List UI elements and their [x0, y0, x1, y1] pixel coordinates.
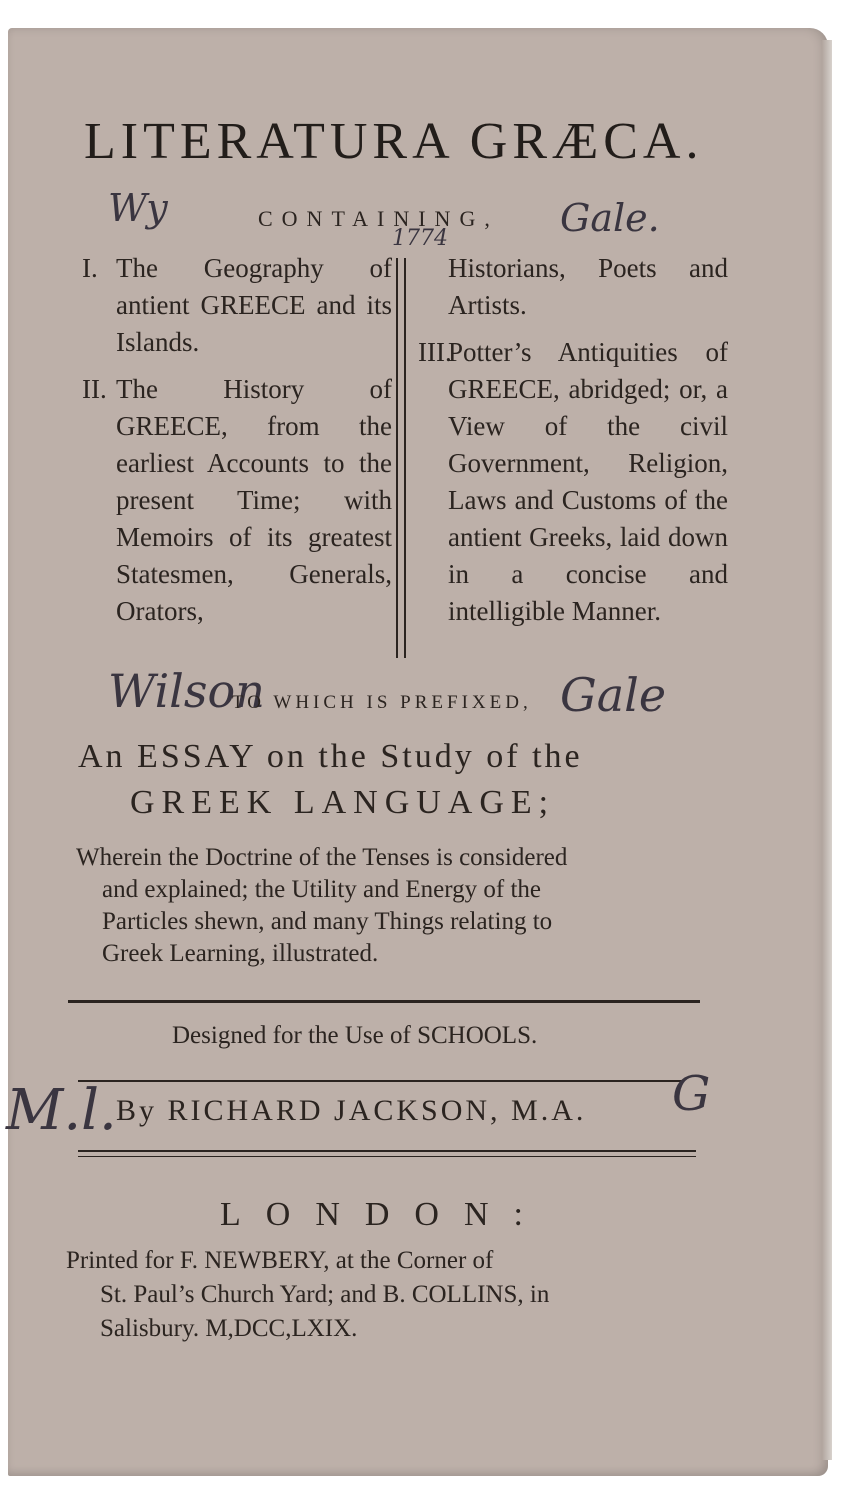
handwritten-note-mid-left: Wilson — [108, 664, 265, 718]
handwritten-note-bottom-right: G — [672, 1066, 711, 1122]
column-divider — [404, 258, 406, 658]
column-divider — [396, 258, 398, 658]
contents-item — [418, 334, 728, 630]
wherein-line: Wherein the Doctrine of the Tenses is considered — [76, 844, 568, 871]
horizontal-rule — [78, 1156, 696, 1157]
essay-line: An ESSAY on the Study of the — [78, 738, 583, 775]
imprint-city: LONDON: — [220, 1196, 548, 1233]
wherein-line: Greek Learning, illustrated. — [102, 940, 379, 967]
item-text: Potter’s Antiquities of GREECE, abridged; or, a View of the civil Government, Religion, Laws and Customs of the antient Greeks, laid down in a concise and intelligible Manner. — [448, 337, 728, 626]
handwritten-note-mid-right: Gale — [560, 668, 667, 722]
containing-heading: CONTAINING, — [258, 206, 499, 231]
contents-left-column — [82, 250, 392, 640]
contents-item — [82, 371, 392, 630]
horizontal-rule — [78, 1150, 696, 1152]
greek-language-line: GREEK LANGUAGE; — [130, 784, 556, 821]
imprint-line: St. Paul’s Church Yard; and B. COLLINS, in — [100, 1281, 550, 1308]
item-number: II. — [82, 374, 107, 404]
author-line: By RICHARD JACKSON, M.A. — [116, 1094, 587, 1127]
imprint-line: Salisbury. M,DCC,LXIX. — [100, 1315, 358, 1342]
wherein-paragraph — [76, 842, 706, 970]
handwritten-note-top-right: Gale. — [560, 196, 660, 240]
item-text: The Geography of antient GREECE and its Islands. — [116, 253, 392, 357]
imprint-line: Printed for F. NEWBERY, at the Corner of — [66, 1247, 494, 1274]
item-text: The History of GREECE, from the earliest Accounts to the present Time; with Memoirs of its greatest Statesmen, Generals, Orators, — [116, 374, 392, 626]
handwritten-note-top-left: Wy — [108, 186, 168, 230]
contents-item — [418, 250, 728, 324]
page-edge — [822, 40, 832, 1460]
wherein-line: Particles shewn, and many Things relating to — [102, 908, 553, 935]
handwritten-year: 1774 — [392, 226, 448, 251]
item-text: Historians, Poets and Artists. — [448, 253, 728, 320]
horizontal-rule — [68, 1000, 700, 1003]
contents-right-column — [418, 250, 728, 640]
item-number: III. — [418, 337, 452, 367]
handwritten-note-bottom-left: M.l. — [6, 1078, 117, 1143]
contents-item — [82, 250, 392, 361]
imprint-paragraph — [66, 1244, 706, 1346]
item-number: I. — [82, 253, 98, 283]
book-title: LITERATURA GRÆCA. — [84, 113, 704, 170]
horizontal-rule — [78, 1080, 682, 1082]
prefixed-heading: TO WHICH IS PREFIXED, — [232, 692, 532, 713]
wherein-line: and explained; the Utility and Energy of the — [102, 876, 542, 903]
designed-line: Designed for the Use of SCHOOLS. — [172, 1022, 538, 1049]
